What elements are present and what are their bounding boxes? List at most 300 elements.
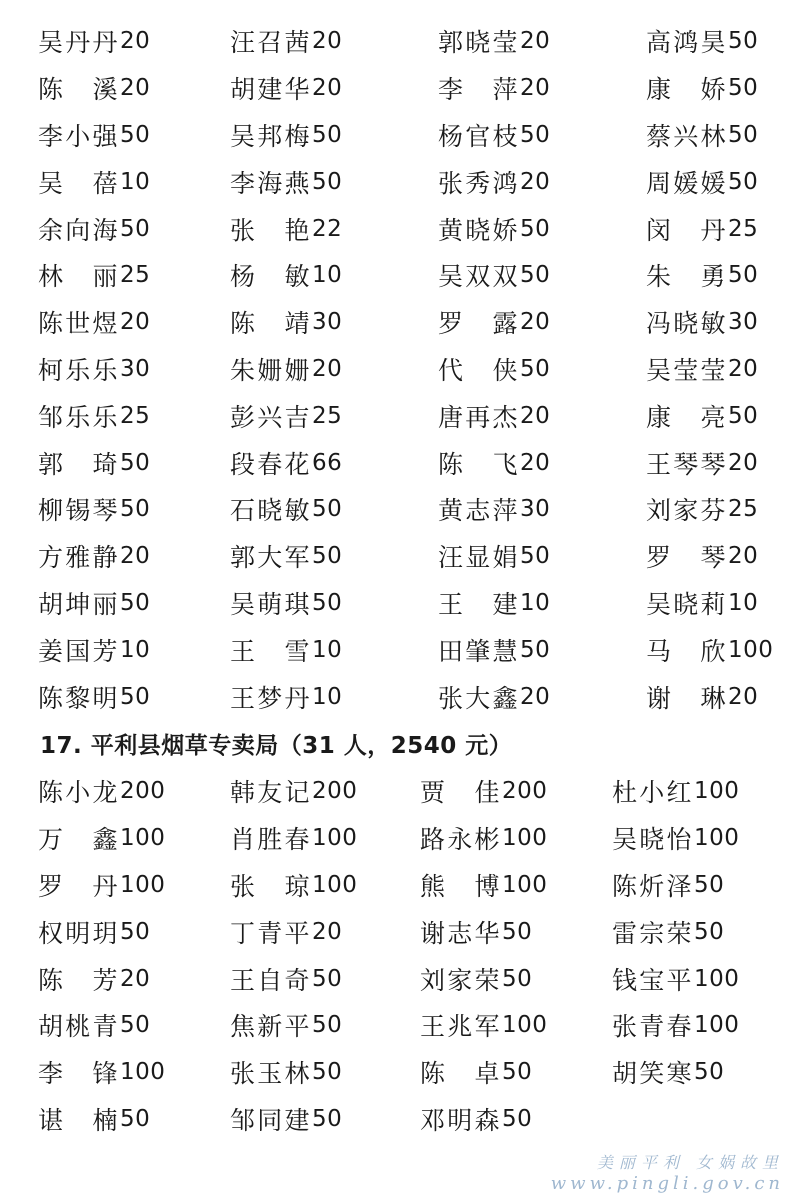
donation-amount: 20 <box>520 75 551 102</box>
donor-name: 肖 胜 春 <box>230 825 310 855</box>
donation-amount: 50 <box>120 918 151 945</box>
donor-name: 张 玉 林 <box>230 1059 310 1089</box>
donor-entry <box>38 205 150 252</box>
donor-entry <box>438 392 550 439</box>
donor-entry <box>230 815 357 862</box>
donor-name: 万 鑫 <box>38 825 118 855</box>
donor-entry <box>438 65 550 112</box>
donor-name: 刘 家 荣 <box>420 965 500 995</box>
donor-name: 陈 靖 <box>230 309 310 339</box>
donor-name: 熊 博 <box>420 871 500 901</box>
donation-amount: 25 <box>120 402 151 429</box>
donation-amount: 20 <box>120 309 151 336</box>
donor-name: 朱 姗 姗 <box>230 355 310 385</box>
donor-name: 邹 乐 乐 <box>38 402 118 432</box>
donor-entry <box>646 533 758 580</box>
donor-name: 周 媛 媛 <box>646 168 726 198</box>
donor-name: 刘 家 芬 <box>646 496 726 526</box>
donor-name: 闵 丹 <box>646 215 726 245</box>
donation-amount: 50 <box>520 121 551 148</box>
watermark-slogan: 美丽平利 女娲故里 <box>596 1153 784 1172</box>
donor-row <box>0 862 800 909</box>
donor-row <box>0 18 800 65</box>
donor-entry <box>612 1002 739 1049</box>
donor-name: 冯 晓 敏 <box>646 309 726 339</box>
donor-row <box>0 1049 800 1096</box>
donation-amount: 100 <box>694 965 740 992</box>
donation-amount: 100 <box>120 825 166 852</box>
donation-amount: 20 <box>520 449 551 476</box>
donor-name: 胡 桃 青 <box>38 1012 118 1042</box>
donor-entry <box>230 158 342 205</box>
donation-amount: 50 <box>312 1105 343 1132</box>
donor-name: 杨 官 枝 <box>438 121 518 151</box>
donation-amount: 20 <box>520 309 551 336</box>
donation-amount: 20 <box>520 402 551 429</box>
donor-name: 胡 笑 寒 <box>612 1059 692 1089</box>
donation-amount: 10 <box>120 636 151 663</box>
donor-entry <box>38 252 150 299</box>
donation-amount: 20 <box>728 449 759 476</box>
donor-name: 田 肇 慧 <box>438 636 518 666</box>
donation-amount: 50 <box>312 168 343 195</box>
donor-name: 谢 琳 <box>646 683 726 713</box>
donor-entry <box>230 955 342 1002</box>
donation-amount: 50 <box>312 1012 343 1039</box>
donor-entry <box>230 486 342 533</box>
donor-entry <box>646 486 758 533</box>
donor-entry <box>38 1096 150 1143</box>
donation-amount: 10 <box>312 683 343 710</box>
donation-amount: 10 <box>312 262 343 289</box>
donor-entry <box>420 908 532 955</box>
donor-entry <box>230 205 342 252</box>
donor-entry <box>646 439 758 486</box>
donor-entry <box>230 580 342 627</box>
donor-entry <box>230 1049 342 1096</box>
section-title: 17. 平利县烟草专卖局（31 人，2540 元） <box>40 732 513 759</box>
donation-amount: 25 <box>728 496 759 523</box>
donor-name: 李 小 强 <box>38 121 118 151</box>
donor-entry <box>230 768 357 815</box>
donor-entry <box>230 18 342 65</box>
donation-amount: 50 <box>520 262 551 289</box>
donor-entry <box>420 815 547 862</box>
donation-amount: 50 <box>502 918 533 945</box>
donor-name: 姜 国 芳 <box>38 636 118 666</box>
donor-name: 陈 世 煜 <box>38 309 118 339</box>
donor-row <box>0 1002 800 1049</box>
donor-entry <box>438 580 550 627</box>
donation-amount: 10 <box>520 589 551 616</box>
donor-name: 陈 小 龙 <box>38 778 118 808</box>
donor-name: 杨 敏 <box>230 262 310 292</box>
donor-name: 马 欣 <box>646 636 726 666</box>
donor-entry <box>38 768 165 815</box>
donation-amount: 50 <box>312 965 343 992</box>
donation-amount: 25 <box>120 262 151 289</box>
donation-amount: 100 <box>694 1012 740 1039</box>
donor-entry <box>612 908 724 955</box>
donor-name: 邓 明 森 <box>420 1105 500 1135</box>
donor-entry <box>438 439 550 486</box>
donor-name: 石 晓 敏 <box>230 496 310 526</box>
donor-name: 黄 志 萍 <box>438 496 518 526</box>
donor-name: 陈 黎 明 <box>38 683 118 713</box>
donor-name: 张 秀 鸿 <box>438 168 518 198</box>
donor-entry <box>230 65 342 112</box>
donor-entry <box>612 815 739 862</box>
donation-amount: 50 <box>120 496 151 523</box>
donor-row <box>0 346 800 393</box>
donor-name: 邹 同 建 <box>230 1105 310 1135</box>
donation-amount: 50 <box>502 965 533 992</box>
donation-amount: 30 <box>520 496 551 523</box>
donor-entry <box>420 862 547 909</box>
donation-amount: 20 <box>728 355 759 382</box>
donor-name: 吴 邦 梅 <box>230 121 310 151</box>
donor-name: 柳 锡 琴 <box>38 496 118 526</box>
donor-entry <box>38 815 165 862</box>
donor-row <box>0 768 800 815</box>
donor-entry <box>420 768 547 815</box>
donor-entry <box>38 346 150 393</box>
donor-entry <box>38 908 150 955</box>
donor-name: 王 自 奇 <box>230 965 310 995</box>
donation-amount: 100 <box>312 871 358 898</box>
donation-amount: 20 <box>520 683 551 710</box>
donor-entry <box>438 673 550 720</box>
donor-name: 杜 小 红 <box>612 778 692 808</box>
donation-amount: 100 <box>120 871 166 898</box>
donor-entry <box>230 533 342 580</box>
donor-entry <box>438 346 550 393</box>
donation-amount: 50 <box>312 543 343 570</box>
donation-amount: 50 <box>728 402 759 429</box>
donation-amount: 25 <box>728 215 759 242</box>
donation-amount: 50 <box>520 215 551 242</box>
donation-amount: 25 <box>312 402 343 429</box>
donation-amount: 100 <box>694 825 740 852</box>
donor-name: 王 建 <box>438 589 518 619</box>
donor-name: 罗 丹 <box>38 871 118 901</box>
donor-name: 李 海 燕 <box>230 168 310 198</box>
donor-name: 郭 琦 <box>38 449 118 479</box>
donor-entry <box>230 299 342 346</box>
donor-name: 王 兆 军 <box>420 1012 500 1042</box>
donor-entry <box>38 392 150 439</box>
donor-name: 康 娇 <box>646 75 726 105</box>
donor-entry <box>230 439 342 486</box>
donor-entry <box>38 112 150 159</box>
donor-name: 唐 再 杰 <box>438 402 518 432</box>
donor-entry <box>612 862 724 909</box>
donor-entry <box>612 1049 724 1096</box>
donor-entry <box>38 580 150 627</box>
donor-row <box>0 908 800 955</box>
donor-entry <box>646 392 758 439</box>
donor-name: 康 亮 <box>646 402 726 432</box>
donor-entry <box>438 158 550 205</box>
donation-amount: 50 <box>728 28 759 55</box>
site-watermark <box>551 1150 784 1194</box>
donor-entry <box>438 18 550 65</box>
donation-amount: 22 <box>312 215 343 242</box>
donor-row <box>0 112 800 159</box>
donor-name: 陈 飞 <box>438 449 518 479</box>
donor-entry <box>38 18 150 65</box>
donor-name: 高 鸿 昊 <box>646 28 726 58</box>
donor-name: 陈 炘 泽 <box>612 871 692 901</box>
donor-entry <box>420 1096 532 1143</box>
donation-amount: 20 <box>120 543 151 570</box>
donor-entry <box>438 299 550 346</box>
donor-name: 彭 兴 吉 <box>230 402 310 432</box>
donation-amount: 50 <box>120 683 151 710</box>
donor-entry <box>646 112 758 159</box>
donor-entry <box>38 486 150 533</box>
donation-amount: 10 <box>728 589 759 616</box>
donor-name: 柯 乐 乐 <box>38 355 118 385</box>
donor-entry <box>646 346 758 393</box>
donor-entry <box>38 1002 150 1049</box>
donor-entry <box>38 626 150 673</box>
donation-amount: 50 <box>694 1059 725 1086</box>
donation-amount: 50 <box>120 121 151 148</box>
donor-entry <box>38 862 165 909</box>
donor-entry <box>438 533 550 580</box>
donor-row <box>0 158 800 205</box>
donor-name: 郭 晓 莹 <box>438 28 518 58</box>
donor-entry <box>38 673 150 720</box>
donor-row <box>0 815 800 862</box>
donor-row <box>0 673 800 720</box>
donor-entry <box>38 65 150 112</box>
donor-entry <box>230 626 342 673</box>
donor-entry <box>230 862 357 909</box>
donation-amount: 20 <box>312 918 343 945</box>
donor-entry <box>438 626 550 673</box>
donation-amount: 50 <box>728 121 759 148</box>
donation-amount: 50 <box>694 918 725 945</box>
donor-name: 胡 建 华 <box>230 75 310 105</box>
donor-row <box>0 65 800 112</box>
donor-name: 贾 佳 <box>420 778 500 808</box>
donor-list-block-2 <box>0 768 800 1142</box>
donor-name: 丁 青 平 <box>230 918 310 948</box>
donation-amount: 20 <box>520 28 551 55</box>
donor-entry <box>438 252 550 299</box>
donor-name: 陈 卓 <box>420 1059 500 1089</box>
donor-row <box>0 252 800 299</box>
donor-entry <box>438 112 550 159</box>
donor-entry <box>230 112 342 159</box>
donor-entry <box>420 1049 532 1096</box>
donation-amount: 50 <box>312 1059 343 1086</box>
donation-amount: 50 <box>728 168 759 195</box>
donation-amount: 10 <box>312 636 343 663</box>
donation-amount: 100 <box>502 1012 548 1039</box>
donation-amount: 20 <box>728 683 759 710</box>
donor-entry <box>646 580 758 627</box>
donor-entry <box>646 299 758 346</box>
donation-amount: 50 <box>520 636 551 663</box>
donor-name: 郭 大 军 <box>230 543 310 573</box>
donor-row <box>0 439 800 486</box>
donation-amount: 20 <box>120 28 151 55</box>
donor-name: 李 萍 <box>438 75 518 105</box>
watermark-url: www.pingli.gov.cn <box>550 1173 784 1194</box>
donation-amount: 50 <box>120 215 151 242</box>
donation-amount: 20 <box>120 75 151 102</box>
donor-name: 谌 楠 <box>38 1105 118 1135</box>
donor-name: 路 永 彬 <box>420 825 500 855</box>
donation-amount: 50 <box>312 589 343 616</box>
donor-name: 胡 坤 丽 <box>38 589 118 619</box>
donation-amount: 100 <box>694 778 740 805</box>
donor-name: 吴 双 双 <box>438 262 518 292</box>
donation-amount: 100 <box>502 825 548 852</box>
donor-name: 林 丽 <box>38 262 118 292</box>
donor-entry <box>230 673 342 720</box>
donor-name: 李 锋 <box>38 1059 118 1089</box>
donor-name: 张 琼 <box>230 871 310 901</box>
donor-name: 吴 蓓 <box>38 168 118 198</box>
donor-row <box>0 1096 800 1143</box>
donor-entry <box>646 158 758 205</box>
donor-entry <box>38 299 150 346</box>
donation-amount: 50 <box>120 1012 151 1039</box>
donation-amount: 200 <box>502 778 548 805</box>
donor-row <box>0 392 800 439</box>
donation-amount: 20 <box>520 168 551 195</box>
donor-entry <box>612 768 739 815</box>
donor-name: 吴 丹 丹 <box>38 28 118 58</box>
donor-entry <box>646 252 758 299</box>
donor-name: 王 琴 琴 <box>646 449 726 479</box>
donor-name: 代 侠 <box>438 355 518 385</box>
donation-amount: 20 <box>120 965 151 992</box>
donor-name: 吴 晓 莉 <box>646 589 726 619</box>
donor-name: 汪 召 茜 <box>230 28 310 58</box>
donation-amount: 20 <box>312 355 343 382</box>
donation-amount: 20 <box>312 75 343 102</box>
donation-amount: 50 <box>120 589 151 616</box>
donation-amount: 50 <box>502 1059 533 1086</box>
donation-amount: 200 <box>120 778 166 805</box>
donor-entry <box>230 1002 342 1049</box>
donor-entry <box>420 955 532 1002</box>
donor-name: 王 雪 <box>230 636 310 666</box>
donor-name: 余 向 海 <box>38 215 118 245</box>
donor-name: 黄 晓 娇 <box>438 215 518 245</box>
donor-entry <box>230 392 342 439</box>
donation-amount: 50 <box>312 121 343 148</box>
donation-amount: 50 <box>728 262 759 289</box>
donation-amount: 100 <box>312 825 358 852</box>
donor-row <box>0 205 800 252</box>
donation-amount: 100 <box>120 1059 166 1086</box>
donor-row <box>0 486 800 533</box>
donor-entry <box>612 955 739 1002</box>
donation-amount: 100 <box>728 636 774 663</box>
donor-entry <box>646 673 758 720</box>
donation-amount: 30 <box>312 309 343 336</box>
donor-name: 张 艳 <box>230 215 310 245</box>
donor-entry <box>438 205 550 252</box>
donor-entry <box>646 205 758 252</box>
donation-amount: 50 <box>694 871 725 898</box>
donor-name: 汪 显 娟 <box>438 543 518 573</box>
donor-entry <box>646 626 773 673</box>
donor-name: 焦 新 平 <box>230 1012 310 1042</box>
donation-amount: 30 <box>120 355 151 382</box>
donor-name: 陈 溪 <box>38 75 118 105</box>
donation-amount: 50 <box>120 449 151 476</box>
donor-entry <box>230 346 342 393</box>
donor-entry <box>230 908 342 955</box>
donor-entry <box>646 18 758 65</box>
donor-name: 王 梦 丹 <box>230 683 310 713</box>
donor-name: 吴 萌 琪 <box>230 589 310 619</box>
donor-name: 陈 芳 <box>38 965 118 995</box>
donor-entry <box>38 955 150 1002</box>
donor-name: 罗 琴 <box>646 543 726 573</box>
donation-amount: 50 <box>728 75 759 102</box>
donor-entry <box>230 1096 342 1143</box>
donation-amount: 50 <box>520 355 551 382</box>
donation-amount: 50 <box>120 1105 151 1132</box>
donation-amount: 66 <box>312 449 343 476</box>
donor-name: 方 雅 静 <box>38 543 118 573</box>
donation-amount: 20 <box>312 28 343 55</box>
donor-row <box>0 626 800 673</box>
donation-amount: 50 <box>502 1105 533 1132</box>
donor-name: 吴 晓 怡 <box>612 825 692 855</box>
donation-amount: 200 <box>312 778 358 805</box>
donor-row <box>0 533 800 580</box>
donor-row <box>0 955 800 1002</box>
donor-name: 吴 莹 莹 <box>646 355 726 385</box>
donor-entry <box>646 65 758 112</box>
donor-name: 段 春 花 <box>230 449 310 479</box>
donor-entry <box>38 158 150 205</box>
donor-entry <box>230 252 342 299</box>
donor-name: 权 明 玥 <box>38 918 118 948</box>
donor-name: 雷 宗 荣 <box>612 918 692 948</box>
donor-name: 蔡 兴 林 <box>646 121 726 151</box>
donor-name: 朱 勇 <box>646 262 726 292</box>
donor-name: 罗 露 <box>438 309 518 339</box>
donor-row <box>0 580 800 627</box>
donor-name: 张 青 春 <box>612 1012 692 1042</box>
donor-entry <box>438 486 550 533</box>
donor-entry <box>38 533 150 580</box>
donor-row <box>0 299 800 346</box>
donor-entry <box>420 1002 547 1049</box>
donor-name: 韩 友 记 <box>230 778 310 808</box>
donation-amount: 100 <box>502 871 548 898</box>
donation-amount: 30 <box>728 309 759 336</box>
donor-name: 张 大 鑫 <box>438 683 518 713</box>
donation-amount: 10 <box>120 168 151 195</box>
donor-name: 谢 志 华 <box>420 918 500 948</box>
donor-entry <box>38 1049 165 1096</box>
donor-name: 钱 宝 平 <box>612 965 692 995</box>
donor-list-block-1 <box>0 18 800 720</box>
donor-entry <box>38 439 150 486</box>
donation-amount: 20 <box>728 543 759 570</box>
